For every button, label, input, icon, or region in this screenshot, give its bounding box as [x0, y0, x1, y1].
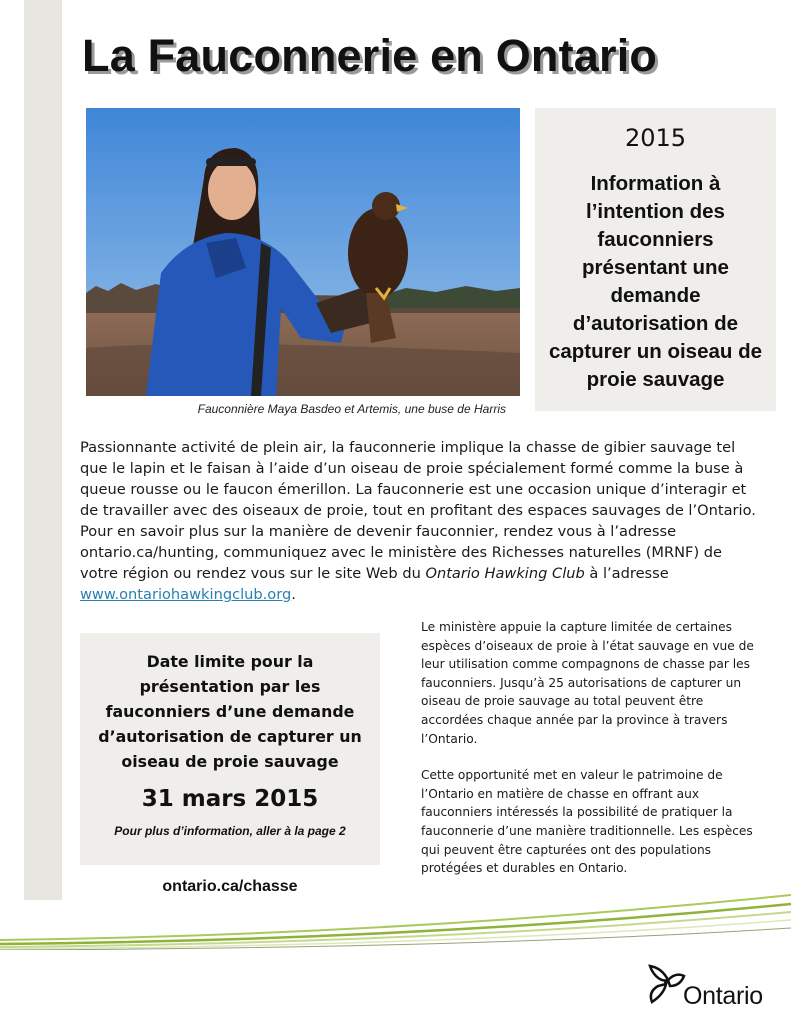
- right-paragraph-1: Le ministère appuie la capture limitée de certaines espèces d’oiseaux de proie à l’état sauvage en vue de leur utilisation comme compagnons de chasse par les fauconniers. Jusqu’à 25 autorisations de capturer un oiseau de proie sauvage au total peuvent être accordées chaque année par la province à travers l’Ontario.: [421, 620, 754, 746]
- page-title: La Fauconnerie en Ontario: [82, 30, 658, 81]
- club-name: Ontario Hawking Club: [425, 565, 585, 582]
- deadline-text: Date limite pour la présentation par les fauconniers d’une demande d’autorisation de capturer un oiseau de proie sauvage: [98, 652, 362, 771]
- intro-text-2: à l’adresse: [584, 565, 669, 582]
- right-column: [421, 618, 766, 896]
- info-box: [535, 108, 776, 411]
- intro-end: .: [291, 586, 296, 603]
- left-side-bar: [24, 0, 62, 900]
- deadline-box: [80, 633, 380, 865]
- info-year: 2015: [624, 124, 687, 152]
- footer-decorative-lines: [0, 890, 791, 950]
- ontario-trillium-icon: [642, 962, 686, 1006]
- falconer-photo: [86, 108, 520, 396]
- info-text: Information à l’intention des fauconniers présentant une demande d’autorisation de capturer un oiseau de proie sauvage: [548, 172, 763, 391]
- club-website-link[interactable]: www.ontariohawkingclub.org: [80, 586, 292, 603]
- chasse-url[interactable]: ontario.ca/chasse: [162, 878, 298, 895]
- intro-paragraph: [80, 437, 760, 605]
- ontario-logo-text: Ontario: [683, 982, 763, 1010]
- photo-caption: Fauconnière Maya Basdeo et Artemis, une buse de Harris: [197, 402, 506, 416]
- deadline-more-info: Pour plus d’information, aller à la page 2: [114, 824, 346, 838]
- intro-text: Passionnante activité de plein air, la fauconnerie implique la chasse de gibier sauvage tel que le lapin et le faisan à l’aide d’un oiseau de proie spécialement formé comme la buse à queue rousse ou le faucon émerillon. La fauconnerie est une occasion unique d’interagir et de travailler avec des oiseaux de proie, tout en profitant des espaces sauvages de l’Ontario. Pour en savoir plus sur la manière de devenir fauconnier, rendez vous à l’adresse ontario.ca/hunting, communiquez avec le ministère des Richesses naturelles (MRNF) de votre région ou rendez vous sur le site Web du: [80, 439, 756, 582]
- right-paragraph-2: Cette opportunité met en valeur le patrimoine de l’Ontario en matière de chasse en offrant aux fauconniers intéressés la possibilité de pratiquer la fauconnerie d’une manière traditionnelle. Les espèces qui peuvent être capturées ont des populations protégées et durables en Ontario.: [421, 768, 753, 876]
- ontario-logo: [642, 962, 767, 1012]
- deadline-date: 31 mars 2015: [141, 786, 319, 812]
